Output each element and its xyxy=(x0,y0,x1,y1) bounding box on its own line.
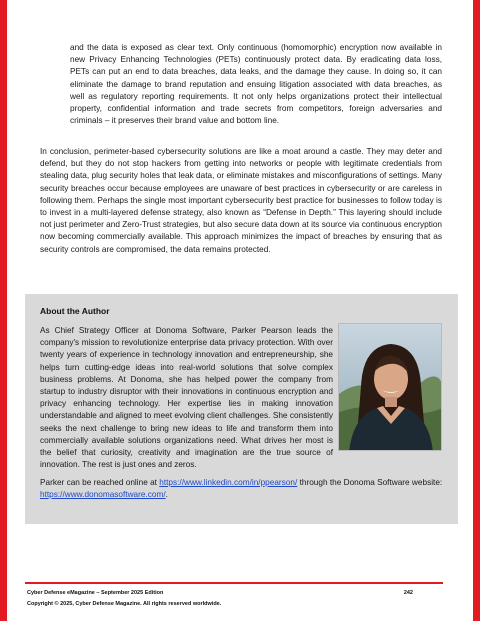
footer-copyright: Copyright © 2025, Cyber Defense Magazine. All rights reserved worldwide. xyxy=(27,601,222,607)
page-number: 242 xyxy=(403,590,413,596)
website-link[interactable]: https://www.donomasoftware.com/ xyxy=(40,490,166,500)
contact-suffix: . xyxy=(165,490,168,500)
conclusion-paragraph: In conclusion, perimeter-based cybersecurity solutions are like a moat around a castle. They may deter and defend, but they do not stop hackers from getting into networks or people with legitimate credentials from stealing data, plug security holes that leak data, or eliminate mistakes and misconfigurations of settings. Many security breaches occur because employees are unaware of best practices in cybersecurity or are careless in following them. Perhaps the single most important cybersecurity best practice for businesses to follow today is to invest in a multi-layered defense strategy, also known as “Defense in Depth.” This layering should include not just perimeter and Zero-Trust strategies, but also secure data down at its source via continuous encryption now becoming commercially available. This approach minimizes the impact of breaches by ensuring that as security controls are compromised, the data remains protected. xyxy=(40,147,442,254)
footer-edition: Cyber Defense eMagazine – September 2025 Edition xyxy=(27,590,164,596)
author-portrait-photo xyxy=(338,323,442,451)
about-author-box xyxy=(25,294,458,524)
footer-divider xyxy=(25,582,443,584)
author-heading: About the Author xyxy=(40,306,110,316)
linkedin-link[interactable]: https://www.linkedin.com/in/ppearson/ xyxy=(159,478,298,487)
contact-prefix: Parker can be reached online at xyxy=(40,478,160,487)
left-accent-bar xyxy=(0,0,7,621)
contact-middle: through the Donoma Software website: xyxy=(297,478,443,487)
indented-paragraph: and the data is exposed as clear text. Only continuous (homomorphic) encryption now available in new Privacy Enhancing Technologies (PETs) continuously protect data. By eradicating data loss, PETs can put an end to data breaches, data leaks, and the damage they cause. In doing so, it can eliminate the damage to brand reputation and ensuing litigation associated with data breaches, as well as regulatory reporting requirements. It not only helps organizations protect their intellectual property, confidential information and trade secrets from competitors, foreign adversaries and criminals – it preserves their brand value and bottom line. xyxy=(70,43,442,126)
footer-edition-line xyxy=(27,590,413,596)
right-accent-bar xyxy=(473,0,480,621)
author-bio: As Chief Strategy Officer at Donoma Software, Parker Pearson leads the company's mission to revolutionize enterprise data privacy protection. With over twenty years of experience in technology innovation and entrepreneurship, she helps turn cutting-edge ideas into real-world solutions that solve complex business problems. At Donoma, she has helped power the company from startup to industry disruptor with their innovations in continuous encryption and privacy enhancing technology. Her expertise lies in making innovation understandable and aligned to meet evolving client challenges. She consistently seeks the next challenge to bring new ideas to life and transform them into commercially available solutions organizations need. What drives her most is the belief that curiosity, creativity and imagination are the true source of innovation. The rest is just ones and zeros. xyxy=(40,326,333,470)
author-contact xyxy=(40,477,444,501)
portrait-photo-icon xyxy=(339,324,442,451)
